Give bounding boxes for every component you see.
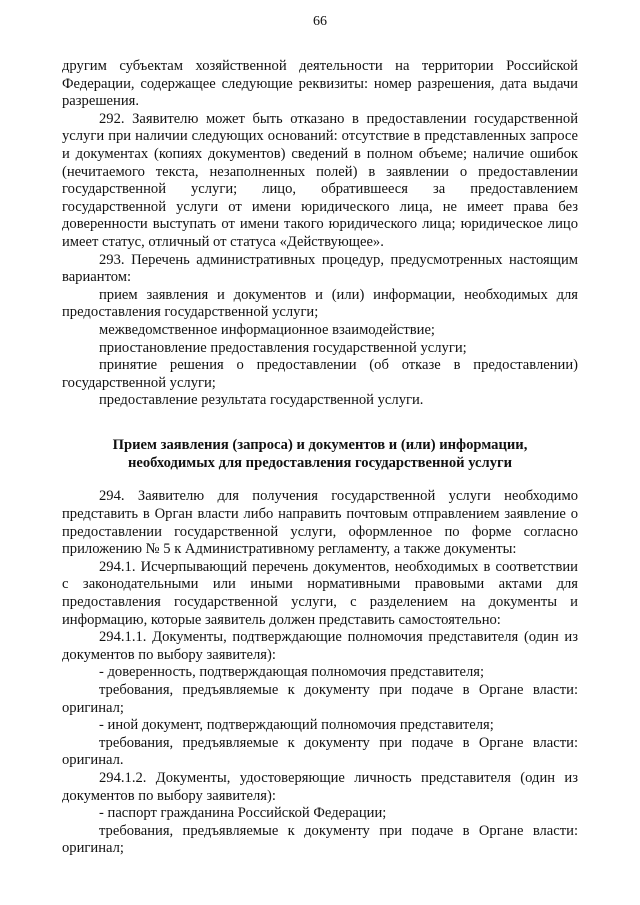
paragraph: принятие решения о предоставлении (об отказе в предоставлении) государственной услуги; bbox=[62, 357, 578, 391]
paragraph: 292. Заявителю может быть отказано в предоставлении государственной услуги при наличии следующих оснований: отсутствие в представленных запросе и документах (копиях документов) сведений в полном объеме; наличие ошибок (нечитаемого текста, незаполненных полей) в заявлении о предоставлении государственной услуги; лицо, обратившееся за предоставлением государственной услуги от имени юридического лица, не имеет права без доверенности выступать от имени такого юридического лица; юридическое лицо имеет статус, отличный от статуса «Действующее». bbox=[62, 110, 578, 250]
page-number: 66 bbox=[313, 14, 327, 29]
paragraphs-after bbox=[62, 488, 578, 857]
paragraph: 294.1.2. Документы, удостоверяющие личность представителя (один из документов по выбору заявителя): bbox=[62, 769, 578, 804]
paragraph: требования, предъявляемые к документу при подаче в Органе власти: оригинал. bbox=[62, 734, 578, 769]
paragraph: межведомственное информационное взаимодействие; bbox=[99, 321, 435, 338]
paragraph: - иной документ, подтверждающий полномочия представителя; bbox=[99, 717, 494, 734]
paragraph: предоставление результата государственной услуги. bbox=[99, 392, 424, 409]
section-heading-line-1: Прием заявления (запроса) и документов и (или) информации, bbox=[112, 436, 528, 453]
paragraph: 294. Заявителю для получения государственной услуги необходимо представить в Орган власти либо направить почтовым отправлением заявление о предоставлении государственной услуги, оформленное по форме согласно приложению № 5 к Административному регламенту, а также документы: bbox=[62, 488, 578, 558]
paragraph: 294.1.1. Документы, подтверждающие полномочия представителя (один из документов по выбору заявителя): bbox=[62, 629, 578, 663]
paragraph: 294.1. Исчерпывающий перечень документов, необходимых в соответствии с законодательными или иными нормативными правовыми актами для предоставления государственной услуги, с разделением на документы и информацию, которые заявитель должен представить самостоятельно: bbox=[62, 558, 578, 628]
document-body bbox=[62, 58, 578, 858]
paragraph: 293. Перечень административных процедур, предусмотренных настоящим вариантом: bbox=[62, 251, 578, 286]
paragraph: - паспорт гражданина Российской Федерации; bbox=[99, 805, 387, 822]
paragraph: другим субъектам хозяйственной деятельности на территории Российской Федерации, содержащее следующие реквизиты: номер разрешения, дата выдачи разрешения. bbox=[62, 58, 578, 110]
section-heading bbox=[62, 437, 578, 473]
paragraph: прием заявления и документов и (или) информации, необходимых для предоставления государственной услуги; bbox=[62, 286, 578, 321]
paragraph: приостановление предоставления государственной услуги; bbox=[99, 339, 467, 356]
paragraph: требования, предъявляемые к документу при подаче в Органе власти: оригинал; bbox=[62, 682, 578, 716]
paragraph: - доверенность, подтверждающая полномочия представителя; bbox=[99, 664, 485, 681]
paragraph: требования, предъявляемые к документу при подаче в Органе власти: оригинал; bbox=[62, 822, 578, 857]
section-heading-line-2: необходимых для предоставления государственной услуги bbox=[127, 454, 513, 471]
paragraphs-before bbox=[62, 58, 578, 410]
